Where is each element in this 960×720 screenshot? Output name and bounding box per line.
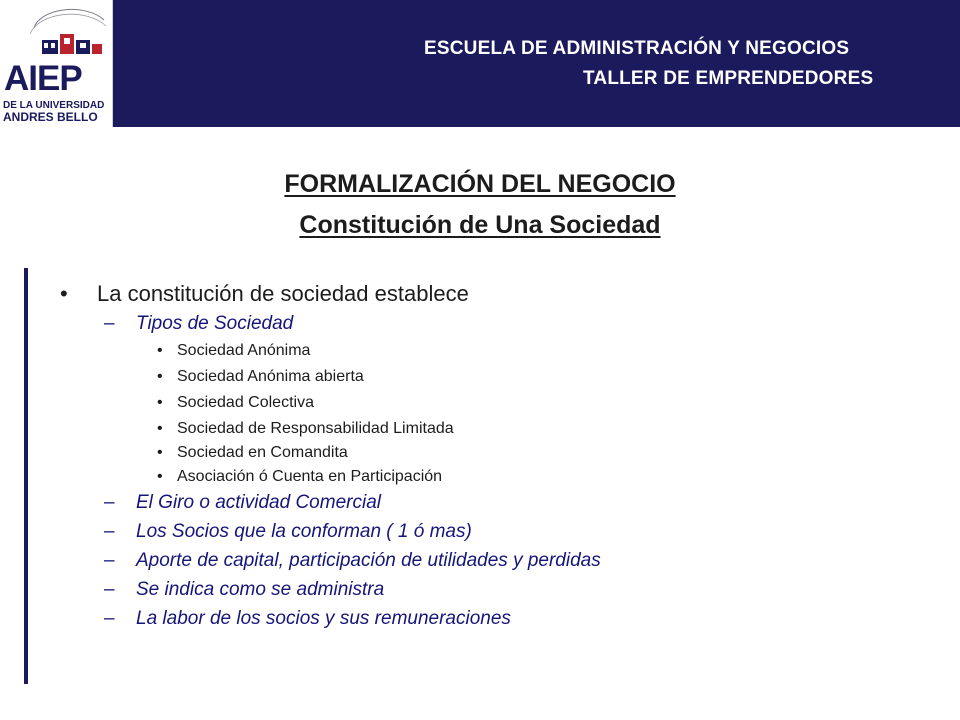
header-bar xyxy=(0,0,960,127)
sub-item-text: Se indica como se administra xyxy=(136,579,385,600)
sub-item-text: La labor de los socios y sus remuneraciones xyxy=(136,608,511,629)
society-type-text: Asociación ó Cuenta en Participación xyxy=(177,468,443,485)
bullet-glyph: • xyxy=(157,368,163,385)
bullet-glyph: • xyxy=(157,468,163,485)
bullet-glyph: • xyxy=(157,420,163,437)
slide-title: FORMALIZACIÓN DEL NEGOCIO xyxy=(284,170,676,198)
left-accent-rule xyxy=(24,268,28,684)
bullet-glyph: • xyxy=(157,394,163,411)
society-type-text: Sociedad Colectiva xyxy=(177,394,314,411)
slide-subtitle: Constitución de Una Sociedad xyxy=(299,211,661,239)
workshop-name: TALLER DE EMPRENDEDORES xyxy=(583,68,874,89)
sub-item-text: Aporte de capital, participación de utilidades y perdidas xyxy=(136,550,601,571)
dash-glyph: – xyxy=(104,521,115,542)
aiep-logo-graphic xyxy=(0,0,112,127)
bullet-glyph: • xyxy=(60,281,68,306)
school-name: ESCUELA DE ADMINISTRACIÓN Y NEGOCIOS xyxy=(424,38,850,59)
society-type-text: Sociedad de Responsabilidad Limitada xyxy=(177,420,454,437)
society-type-text: Sociedad Anónima abierta xyxy=(177,368,364,385)
aiep-logo xyxy=(0,0,113,127)
logo-wordmark: AIEP xyxy=(4,59,82,98)
sub-item-text: Tipos de Sociedad xyxy=(136,313,294,334)
main-bullet-text: La constitución de sociedad establece xyxy=(97,281,469,306)
logo-line-2: ANDRES BELLO xyxy=(3,110,98,124)
dash-glyph: – xyxy=(104,550,115,571)
dash-glyph: – xyxy=(104,313,115,334)
society-type-text: Sociedad en Comandita xyxy=(177,444,348,461)
dash-glyph: – xyxy=(104,492,115,513)
bullet-glyph: • xyxy=(157,342,163,359)
society-type-text: Sociedad Anónima xyxy=(177,342,311,359)
sub-item-text: Los Socios que la conforman ( 1 ó mas) xyxy=(136,521,472,542)
dash-glyph: – xyxy=(104,608,115,629)
logo-line-1: DE LA UNIVERSIDAD xyxy=(3,100,105,111)
sub-item-text: El Giro o actividad Comercial xyxy=(136,492,381,513)
bullet-glyph: • xyxy=(157,444,163,461)
dash-glyph: – xyxy=(104,579,115,600)
